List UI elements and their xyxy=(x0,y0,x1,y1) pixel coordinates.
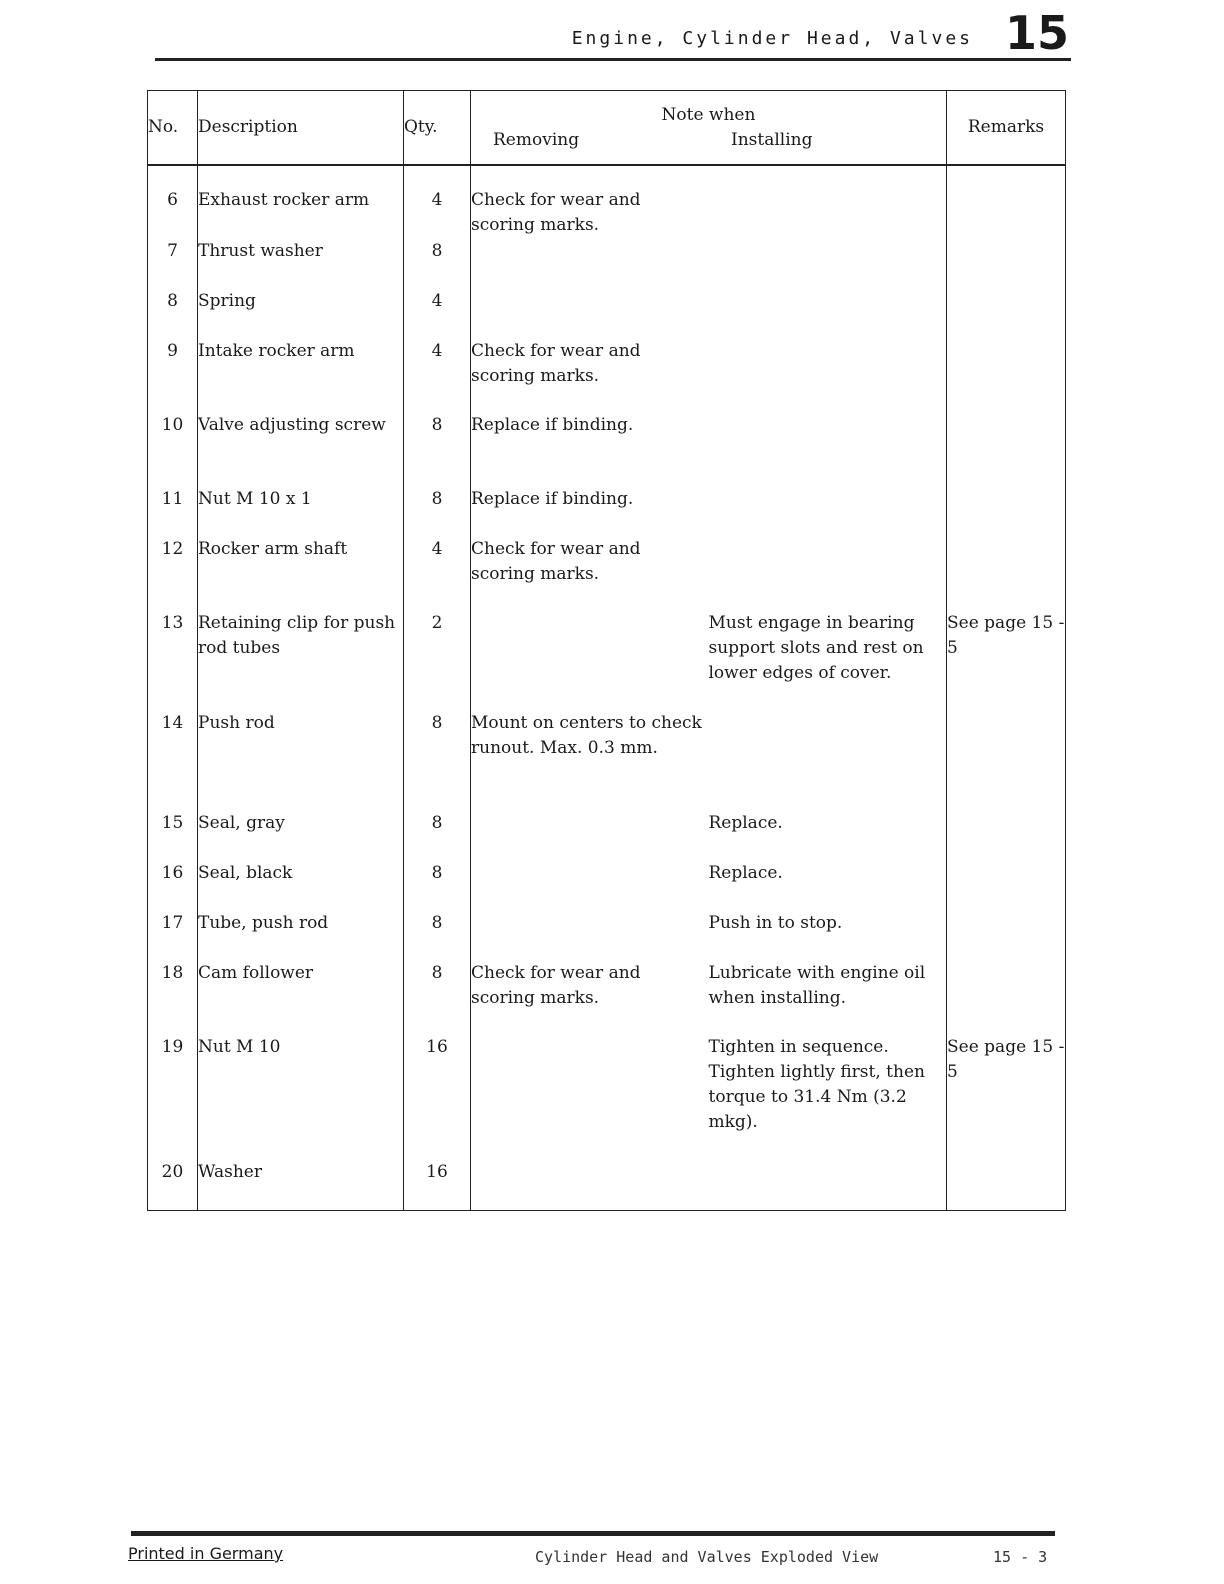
table-row xyxy=(148,165,1066,239)
row-no: 7 xyxy=(148,239,198,289)
row-remarks xyxy=(947,961,1066,1035)
row-installing-note xyxy=(709,487,947,537)
row-no: 13 xyxy=(148,611,198,711)
table-row xyxy=(148,1035,1066,1160)
table-row xyxy=(148,1160,1066,1210)
table-row xyxy=(148,413,1066,487)
row-description: Washer xyxy=(198,1160,404,1210)
row-installing-note: Replace. xyxy=(708,863,783,883)
row-removing-note xyxy=(471,239,709,289)
header-qty: Qty. xyxy=(404,91,471,166)
row-description: Seal, gray xyxy=(198,811,404,861)
row-qty: 8 xyxy=(404,811,471,861)
row-removing-note: Mount on centers to check runout. Max. 0.3 mm. xyxy=(471,711,709,811)
row-installing-note: Must engage in bearing support slots and rest on lower edges of cover. xyxy=(708,613,924,683)
table-row xyxy=(148,861,1066,911)
row-no: 14 xyxy=(148,711,198,811)
table-row xyxy=(148,811,1066,861)
row-removing-note xyxy=(471,811,709,861)
header-title: Engine, Cylinder Head, Valves xyxy=(571,28,973,49)
row-qty: 8 xyxy=(404,487,471,537)
footer-caption: Cylinder Head and Valves Exploded View xyxy=(535,1548,879,1566)
row-no: 16 xyxy=(148,861,198,911)
table-row xyxy=(148,487,1066,537)
footer-printed: Printed in Germany xyxy=(128,1544,284,1563)
row-qty: 4 xyxy=(404,165,471,239)
row-removing-note: Replace if binding. xyxy=(471,413,709,487)
row-no: 20 xyxy=(148,1160,198,1210)
row-removing-note: Check for wear and scoring marks. xyxy=(471,339,709,413)
row-qty: 8 xyxy=(404,239,471,289)
row-qty: 8 xyxy=(404,961,471,1035)
row-removing-note xyxy=(471,911,709,961)
row-no: 6 xyxy=(148,165,198,239)
row-qty: 8 xyxy=(404,711,471,811)
parts-table xyxy=(147,90,1066,1211)
row-remarks xyxy=(947,711,1066,811)
header-remarks: Remarks xyxy=(947,91,1066,166)
footer-divider xyxy=(131,1531,1055,1536)
row-description: Rocker arm shaft xyxy=(198,537,404,611)
row-installing-note xyxy=(709,711,947,811)
table-row xyxy=(148,239,1066,289)
row-removing-note xyxy=(471,289,709,339)
footer-page-number: 15 - 3 xyxy=(993,1548,1048,1566)
page-header xyxy=(155,8,1071,61)
header-no: No. xyxy=(148,91,198,166)
row-installing-note: Lubricate with engine oil when installing. xyxy=(708,963,926,1008)
row-no: 8 xyxy=(148,289,198,339)
row-description: Nut M 10 xyxy=(198,1035,404,1160)
row-remarks xyxy=(947,811,1066,861)
row-remarks xyxy=(947,487,1066,537)
row-description: Thrust washer xyxy=(198,239,404,289)
table-row xyxy=(148,537,1066,611)
row-description: Intake rocker arm xyxy=(198,339,404,413)
row-removing-note xyxy=(471,1035,709,1160)
row-removing-note xyxy=(471,611,709,711)
row-remarks xyxy=(947,165,1066,239)
row-qty: 4 xyxy=(404,289,471,339)
row-installing-note: Tighten in sequence. Tighten lightly first, then torque to 31.4 Nm (3.2 mkg). xyxy=(708,1037,925,1132)
row-removing-note xyxy=(471,861,709,911)
row-remarks xyxy=(947,911,1066,961)
section-number: 15 xyxy=(1004,6,1069,60)
table-row xyxy=(148,911,1066,961)
row-qty: 16 xyxy=(404,1160,471,1210)
row-qty: 2 xyxy=(404,611,471,711)
row-description: Spring xyxy=(198,289,404,339)
row-description: Nut M 10 x 1 xyxy=(198,487,404,537)
row-installing-note xyxy=(709,289,947,339)
note-when-label: Note when xyxy=(661,104,756,125)
row-remarks xyxy=(947,1160,1066,1210)
row-removing-note: Check for wear and scoring marks. xyxy=(471,961,709,1035)
row-no: 15 xyxy=(148,811,198,861)
row-no: 19 xyxy=(148,1035,198,1160)
header-installing: Installing xyxy=(731,129,813,150)
row-removing-note: Check for wear and scoring marks. xyxy=(471,165,709,239)
table-row xyxy=(148,289,1066,339)
row-installing-note xyxy=(709,537,947,611)
row-remarks: See page 15 - 5 xyxy=(947,1035,1066,1160)
row-description: Cam follower xyxy=(198,961,404,1035)
row-description: Retaining clip for push rod tubes xyxy=(198,611,404,711)
table-row xyxy=(148,611,1066,711)
table-row xyxy=(148,961,1066,1035)
table-row xyxy=(148,711,1066,811)
row-qty: 16 xyxy=(404,1035,471,1160)
row-qty: 4 xyxy=(404,339,471,413)
row-no: 11 xyxy=(148,487,198,537)
row-description: Seal, black xyxy=(198,861,404,911)
row-removing-note: Replace if binding. xyxy=(471,487,709,537)
row-installing-note xyxy=(709,413,947,487)
row-remarks xyxy=(947,861,1066,911)
header-description: Description xyxy=(198,91,404,166)
row-no: 9 xyxy=(148,339,198,413)
table-header-row xyxy=(148,91,1066,166)
row-removing-note: Check for wear and scoring marks. xyxy=(471,537,709,611)
header-note-when xyxy=(471,91,947,166)
row-removing-note xyxy=(471,1160,709,1210)
row-remarks xyxy=(947,289,1066,339)
row-no: 10 xyxy=(148,413,198,487)
row-installing-note xyxy=(709,165,947,239)
row-installing-note: Push in to stop. xyxy=(708,913,843,933)
row-no: 12 xyxy=(148,537,198,611)
row-qty: 8 xyxy=(404,911,471,961)
row-no: 17 xyxy=(148,911,198,961)
header-removing: Removing xyxy=(493,129,580,150)
table-body xyxy=(148,165,1066,1210)
row-no: 18 xyxy=(148,961,198,1035)
row-remarks xyxy=(947,339,1066,413)
row-description: Valve adjusting screw xyxy=(198,413,404,487)
row-installing-note xyxy=(709,339,947,413)
row-description: Exhaust rocker arm xyxy=(198,165,404,239)
row-remarks xyxy=(947,413,1066,487)
row-description: Push rod xyxy=(198,711,404,811)
row-qty: 8 xyxy=(404,413,471,487)
row-installing-note: Replace. xyxy=(708,813,783,833)
row-installing-note xyxy=(709,1160,947,1210)
row-qty: 8 xyxy=(404,861,471,911)
row-remarks xyxy=(947,239,1066,289)
table-row xyxy=(148,339,1066,413)
row-remarks xyxy=(947,537,1066,611)
row-installing-note xyxy=(709,239,947,289)
row-description: Tube, push rod xyxy=(198,911,404,961)
row-qty: 4 xyxy=(404,537,471,611)
row-remarks: See page 15 - 5 xyxy=(947,611,1066,711)
